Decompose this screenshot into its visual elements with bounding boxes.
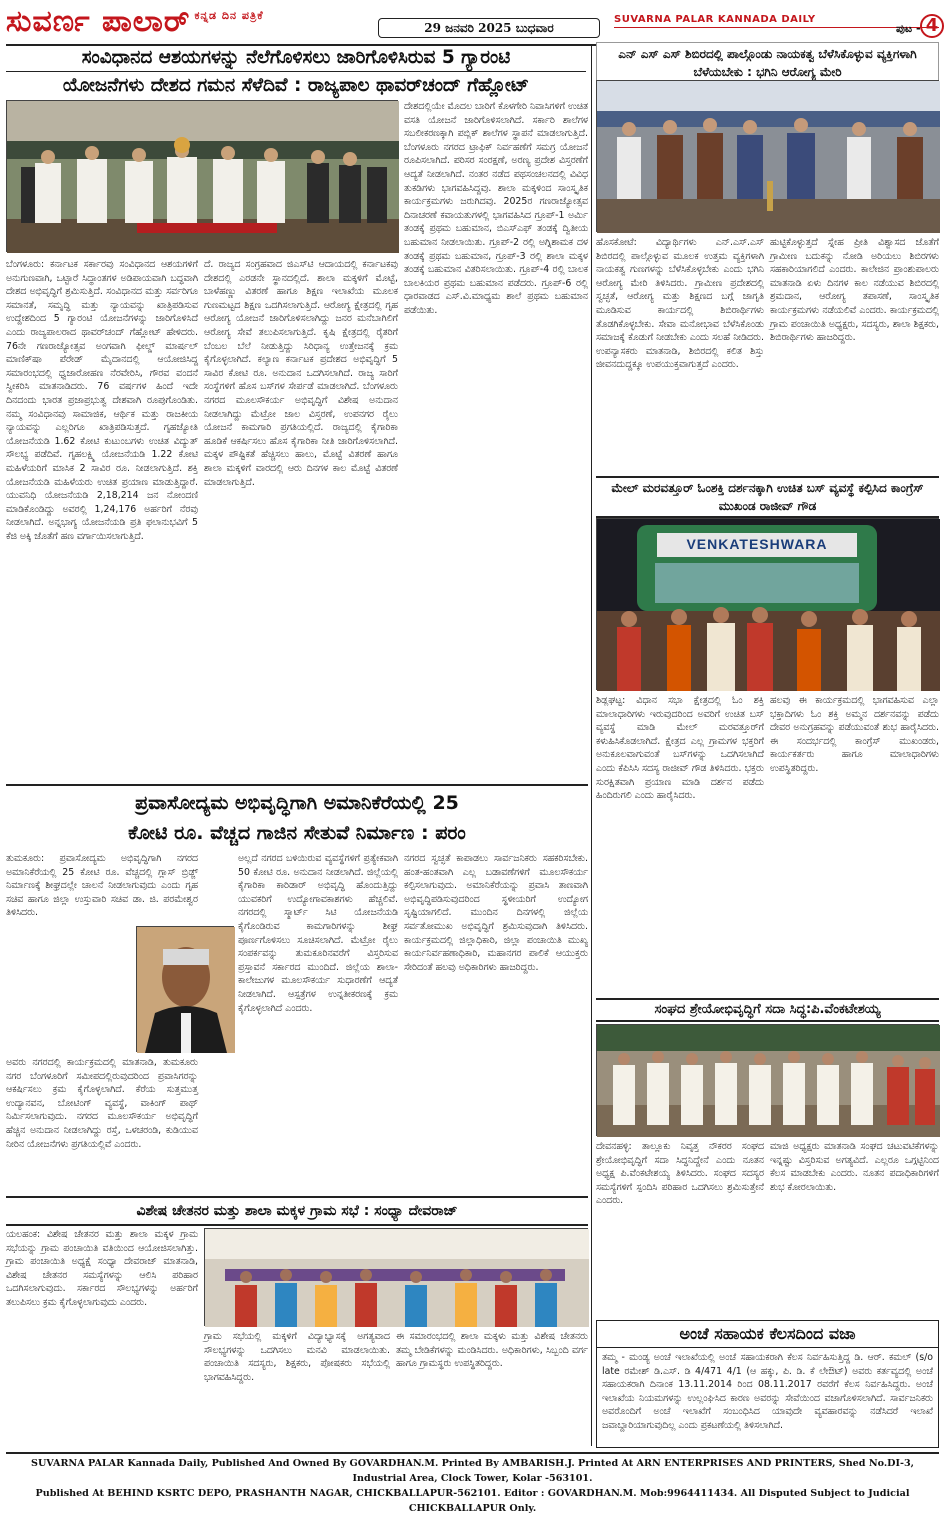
bridge-col-3: ನಗರದ ಸ್ವಚ್ಛತೆ ಕಾಪಾಡಲು ಸಾರ್ವಜನಿಕರು ಸಹಕರಿಸಬೇಕು. ಹಂತ-ಹಂತವಾಗಿ ಎಲ್ಲ ಬಡಾವಣೆಗಳಿಗೆ ಮೂಲಸೌಕರ್ಯ ಕಲ್ಪಿಸಲಾಗುವುದು. ಅಮಾನಿಕೆರೆಯನ್ನು ಪ್ರವಾಸಿ ತಾಣವಾಗಿ ಅಭಿವೃದ್ಧಿಪಡಿಸುವುದರಿಂದ ಸ್ಥಳೀಯರಿಗೆ ಉದ್ಯೋಗ ಸೃಷ್ಟಿಯಾಗಲಿದೆ. ಮುಂದಿನ ದಿನಗಳಲ್ಲಿ ಜಿಲ್ಲೆಯ ಸರ್ವತೋಮುಖ ಅಭಿವೃದ್ಧಿಗೆ ಶ್ರಮಿಸುವುದಾಗಿ ತಿಳಿಸಿದರು. ಕಾರ್ಯಕ್ರಮದಲ್ಲಿ ಜಿಲ್ಲಾಧಿಕಾರಿ, ಜಿಲ್ಲಾ ಪಂಚಾಯಿತಿ ಮುಖ್ಯ ಕಾರ್ಯನಿರ್ವಹಣಾಧಿಕಾರಿ, ಮಹಾನಗರ ಪಾಲಿಕೆ ಆಯುಕ್ತರು ಸೇರಿದಂತೆ ಹಲವು ಅಧಿಕಾರಿಗಳು ಹಾಜರಿದ್ದರು. xyxy=(404,853,588,973)
retirees-photo xyxy=(596,1024,939,1136)
venkateshaiah-col-b: ಮಾಜಿ ಅಧ್ಯಕ್ಷರು ಮಾತನಾಡಿ ಸಂಘದ ಚಟುವಟಿಕೆಗಳನ್ನು ಇನ್ನಷ್ಟು ವಿಸ್ತರಿಸುವ ಅಗತ್ಯವಿದೆ. ಎಲ್ಲರೂ ಒಗ್ಗಟ್ಟಿನಿಂದ ಕೆಲಸ ಮಾಡಬೇಕು ಎಂದರು. ನೂತನ ಪದಾಧಿಕಾರಿಗಳಿಗೆ ಶುಭ ಕೋರಲಾಯಿತು. xyxy=(770,1141,939,1193)
bridge-headline-line-2: ಕೋಟಿ ರೂ. ವೆಚ್ಚದ ಗಾಜಿನ ಸೇತುವೆ ನಿರ್ಮಾಣ : ಪರಂ xyxy=(128,822,466,844)
governor-parade-photo xyxy=(6,100,398,252)
retirees-image xyxy=(597,1025,940,1137)
postal-notice-body: ತಮ್ಮ - ಮಂಡ್ಯ ಅಂಚೆ ಇಲಾಖೆಯಲ್ಲಿ ಅಂಚೆ ಸಹಾಯಕರಾಗಿ ಕೆಲಸ ನಿರ್ವಹಿಸುತ್ತಿದ್ದ ಡಿ. ಆರ್. ಕಮಲ್ (s/o late ರಮೇಶ್ ಡಿ.ಎಸ್. ಡಿ 4/471 4/1 (ಆ ಹಕ್ಕು, ಪಿ. ಡಿ. ಕೆ ಲೇಔಟ್) ಅವರು ಕರ್ತವ್ಯದಲ್ಲಿ ಅಂಚೆ ಸಹಾಯಕರಾಗಿ ದಿನಾಂಕ 13.11.2014 ರಿಂದ 08.11.2017 ರವರೆಗೆ ಕೆಲಸ ನಿರ್ವಹಿಸಿದ್ದರು. ಅಂಚೆ ಇಲಾಖೆಯ ನಿಯಮಗಳನ್ನು ಉಲ್ಲಂಘಿಸಿದ ಕಾರಣ ಅವರನ್ನು ಸೇವೆಯಿಂದ ವಜಾಗೊಳಿಸಲಾಗಿದೆ. ಸಾರ್ವಜನಿಕರು ಅವರೊಂದಿಗೆ ಅಂಚೆ ಇಲಾಖೆಗೆ ಸಂಬಂಧಿಸಿದ ಯಾವುದೇ ವ್ಯವಹಾರವನ್ನು ನಡೆಸಿದರೆ ಇಲಾಖೆ ಜವಾಬ್ದಾರಿಯಾಗುವುದಿಲ್ಲ ಎಂದು ಪ್ರಕಟಣೆಯಲ್ಲಿ ತಿಳಿಸಲಾಗಿದೆ. xyxy=(602,1352,933,1431)
sabha-col-1: ಯಲಹಂಕ: ವಿಶೇಷ ಚೇತನರ ಮತ್ತು ಶಾಲಾ ಮಕ್ಕಳ ಗ್ರಾಮ ಸಭೆಯನ್ನು ಗ್ರಾಮ ಪಂಚಾಯಿತಿ ವತಿಯಿಂದ ಆಯೋಜಿಸಲಾಗಿತ್ತು. ಗ್ರಾಮ ಪಂಚಾಯಿತಿ ಅಧ್ಯಕ್ಷೆ ಸಂಧ್ಯಾ ದೇವರಾಜ್ ಮಾತನಾಡಿ, ವಿಶೇಷ ಚೇತನರ ಸಮಸ್ಯೆಗಳನ್ನು ಆಲಿಸಿ ಪರಿಹಾರ ಒದಗಿಸಲಾಗುವುದು. ಸರ್ಕಾರದ ಸೌಲಭ್ಯಗಳನ್ನು ಅರ್ಹರಿಗೆ ತಲುಪಿಸಲು ಕ್ರಮ ಕೈಗೊಳ್ಳಲಾಗುವುದು ಎಂದರು. xyxy=(6,1229,198,1308)
nss-col-a: ಹೊಸಕೋಟೆ: ವಿದ್ಯಾರ್ಥಿಗಳು ಎನ್.ಎಸ್.ಎಸ್ ಶಿಬಿರದಲ್ಲಿ ಪಾಲ್ಗೊಳ್ಳುವ ಮೂಲಕ ಉತ್ತಮ ವ್ಯಕ್ತಿಗಳಾಗಿ ನಾಯಕತ್ವ ಗುಣಗಳನ್ನು ಬೆಳೆಸಿಕೊಳ್ಳಬೇಕು ಎಂದು ಭಗಿನಿ ಆರೋಗ್ಯ ಮೇರಿ ತಿಳಿಸಿದರು. ಗ್ರಾಮೀಣ ಪ್ರದೇಶದಲ್ಲಿ ಸ್ವಚ್ಛತೆ, ಆರೋಗ್ಯ ಮತ್ತು ಶಿಕ್ಷಣದ ಬಗ್ಗೆ ಜಾಗೃತಿ ಮೂಡಿಸುವ ಕಾರ್ಯದಲ್ಲಿ ಶಿಬಿರಾರ್ಥಿಗಳು ತೊಡಗಿಕೊಳ್ಳಬೇಕು. ಸೇವಾ ಮನೋಭಾವ ಬೆಳೆಸಿಕೊಂಡು ಸಮಾಜಕ್ಕೆ ಕೊಡುಗೆ ನೀಡಬೇಕು ಎಂದು ಸಲಹೆ ನೀಡಿದರು. ಉಪನ್ಯಾಸಕರು ಮಾತನಾಡಿ, ಶಿಬಿರದಲ್ಲಿ ಕಲಿತ ಶಿಸ್ತು ಜೀವನದುದ್ದಕ್ಕೂ ಉಪಯುಕ್ತವಾಗುತ್ತದೆ ಎಂದರು. xyxy=(596,237,764,371)
nss-col-b: ಹುಟ್ಟಿಕೊಳ್ಳುತ್ತದೆ ಸ್ನೇಹ ಪ್ರೀತಿ ವಿಶ್ವಾಸದ ಜೊತೆಗೆ ಗ್ರಾಮೀಣ ಬದುಕನ್ನು ನೋಡಿ ಅರಿಯಲು ಶಿಬಿರಗಳು ಸಹಕಾರಿಯಾಗಲಿದೆ ಎಂದರು. ಕಾಲೇಜಿನ ಪ್ರಾಂಶುಪಾಲರು ಮಾತನಾಡಿ ಏಳು ದಿನಗಳ ಕಾಲ ನಡೆಯುವ ಶಿಬಿರದಲ್ಲಿ ಶ್ರಮದಾನ, ಆರೋಗ್ಯ ತಪಾಸಣೆ, ಸಾಂಸ್ಕೃತಿಕ ಕಾರ್ಯಕ್ರಮಗಳು ನಡೆಯಲಿವೆ ಎಂದರು. ಕಾರ್ಯಕ್ರಮದಲ್ಲಿ ಗ್ರಾಮ ಪಂಚಾಯಿತಿ ಅಧ್ಯಕ್ಷರು, ಸದಸ್ಯರು, ಶಾಲಾ ಶಿಕ್ಷಕರು, ಶಿಬಿರಾರ್ಥಿಗಳು ಹಾಜರಿದ್ದರು. xyxy=(770,237,939,344)
page-number: 4 xyxy=(920,14,944,38)
sabha-col-3: ಈ ಸಮಾರಂಭದಲ್ಲಿ ಶಾಲಾ ಮಕ್ಕಳು ಮತ್ತು ವಿಶೇಷ ಚೇತನರು ತಮ್ಮ ಬೇಡಿಕೆಗಳನ್ನು ಮಂಡಿಸಿದರು. ಅಧಿಕಾರಿಗಳು, ಸಿಬ್ಬಂದಿ ವರ್ಗ ಹಾಗೂ ಗ್ರಾಮಸ್ಥರು ಉಪಸ್ಥಿತರಿದ್ದರು. xyxy=(396,1331,588,1370)
page-label: ಪುಟ - xyxy=(896,22,921,35)
governor-parade-image xyxy=(7,101,399,253)
nss-camp-image xyxy=(597,81,940,233)
column-rule xyxy=(591,44,592,1446)
bridge-headline-line-1: ಪ್ರವಾಸೋದ್ಯಮ ಅಭಿವೃದ್ಧಿಗಾಗಿ ಅಮಾನಿಕೆರೆಯಲ್ಲಿ 25 xyxy=(135,792,459,814)
sabha-image xyxy=(205,1229,589,1327)
sabha-photo xyxy=(204,1228,588,1326)
bus-destination-sign: VENKATESHWARA xyxy=(686,536,828,552)
bridge-col-2: ಅಲ್ಲದೆ ನಗರದ ಬಳಿಯಿರುವ ವ್ಯವಸ್ಥೆಗಳಿಗೆ ಪ್ರತ್ಯೇಕವಾಗಿ 50 ಕೋಟಿ ರೂ. ಅನುದಾನ ನೀಡಲಾಗಿದೆ. ಜಿಲ್ಲೆಯಲ್ಲಿ ಕೈಗಾರಿಕಾ ಕಾರಿಡಾರ್ ಅಭಿವೃದ್ಧಿ ಹೊಂದುತ್ತಿದ್ದು ಯುವಕರಿಗೆ ಉದ್ಯೋಗಾವಕಾಶಗಳು ಹೆಚ್ಚಲಿವೆ. ನಗರದಲ್ಲಿ ಸ್ಮಾರ್ಟ್ ಸಿಟಿ ಯೋಜನೆಯಡಿ ಕೈಗೊಂಡಿರುವ ಕಾಮಗಾರಿಗಳನ್ನು ಶೀಘ್ರ ಪೂರ್ಣಗೊಳಿಸಲು ಸೂಚಿಸಲಾಗಿದೆ. ಮೆಟ್ರೋ ರೈಲು ಸಂಪರ್ಕವನ್ನು ತುಮಕೂರಿನವರೆಗೆ ವಿಸ್ತರಿಸುವ ಪ್ರಸ್ತಾವನೆ ಸರ್ಕಾರದ ಮುಂದಿದೆ. ಜಿಲ್ಲೆಯ ಶಾಲಾ-ಕಾಲೇಜುಗಳ ಮೂಲಸೌಕರ್ಯ ಸುಧಾರಣೆಗೆ ಆದ್ಯತೆ ನೀಡಲಾಗಿದೆ. ಆಸ್ಪತ್ರೆಗಳ ಉನ್ನತೀಕರಣಕ್ಕೆ ಕ್ರಮ ಕೈಗೊಳ್ಳಲಾಗಿದೆ ಎಂದರು. xyxy=(238,853,398,1014)
sabha-col-2: ಗ್ರಾಮ ಸಭೆಯಲ್ಲಿ ಮಕ್ಕಳಿಗೆ ವಿದ್ಯಾಭ್ಯಾಸಕ್ಕೆ ಅಗತ್ಯವಾದ ಸೌಲಭ್ಯಗಳನ್ನು ಒದಗಿಸಲು ಮನವಿ ಮಾಡಲಾಯಿತು. ಪಂಚಾಯಿತಿ ಸದಸ್ಯರು, ಶಿಕ್ಷಕರು, ಪೋಷಕರು ಸಭೆಯಲ್ಲಿ ಭಾಗವಹಿಸಿದ್ದರು. xyxy=(204,1331,390,1383)
nss-headline: ಎನ್ ಎಸ್ ಎಸ್ ಶಿಬಿರದಲ್ಲಿ ಪಾಲ್ಗೊಂಡು ನಾಯಕತ್ವ ಬೆಳೆಸಿಕೊಳ್ಳುವ ವ್ಯಕ್ತಿಗಳಾಗಿ ಬೆಳೆಯಬೇಕು : ಭಗಿನಿ ಆರೋಗ್ಯ ಮೇರಿ xyxy=(596,42,939,84)
venkateshaiah-headline: ಸಂಘದ ಶ್ರೇಯೋಭಿವೃದ್ಧಿಗೆ ಸದಾ ಸಿದ್ಧ:ಪಿ.ವೆಂಕಟೇಶಯ್ಯ xyxy=(596,998,939,1022)
masthead xyxy=(6,4,939,46)
imprint-footer xyxy=(6,1452,939,1514)
bus-col-b: ಹಲವು ಈ ಕಾರ್ಯಕ್ರಮದಲ್ಲಿ ಭಾಗವಹಿಸುವ ಎಲ್ಲಾ ಭಕ್ತಾದಿಗಳು ಓಂ ಶಕ್ತಿ ಅಮ್ಮನ ದರ್ಶನವನ್ನು ಪಡೆದು ದೇವರ ಅನುಗ್ರಹವನ್ನು ಪಡೆಯುವಂತೆ ಶುಭ ಹಾರೈಸಿದರು. ಈ ಸಂದರ್ಭದಲ್ಲಿ ಕಾಂಗ್ರೆಸ್ ಮುಖಂಡರು, ಕಾರ್ಯಕರ್ತರು ಹಾಗೂ ಮಾಲಾಧಾರಿಗಳು ಉಪಸ್ಥಿತರಿದ್ದರು. xyxy=(770,695,939,774)
bus-photo xyxy=(596,518,939,690)
imprint-line-1: SUVARNA PALAR Kannada Daily, Published And Owned By GOVARDHAN.M. Printed By AMBARISH.J. Printed At ARN ENTERPRISES AND PRINTERS, Shed No.DI-3, Industrial Area, Clock Tower, Kolar -563101. xyxy=(31,1458,914,1484)
main-story-col-1: ಬೆಂಗಳೂರು: ಕರ್ನಾಟಕ ಸರ್ಕಾರವು ಸಂವಿಧಾನದ ಆಶಯಗಳಿಗೆ ಅನುಗುಣವಾಗಿ, ಒಟ್ಟಾರೆ ಸಿದ್ಧಾಂತಗಳ ಅಡಿಪಾಯವಾಗಿ ಬದ್ಧವಾಗಿ ದೇಶದ ಅಭಿವೃದ್ಧಿಗೆ ಶ್ರಮಿಸುತ್ತಿದೆ. ಸಂವಿಧಾನದ ಮತ್ತು ಸರ್ವರಿಗೂ ಸಮಾನತೆ, ಸಮೃದ್ಧಿ ಮತ್ತು ನ್ಯಾಯವನ್ನು ಖಾತ್ರಿಪಡಿಸುವ ಉದ್ದೇಶದಿಂದ 5 ಗ್ಯಾರಂಟಿ ಯೋಜನೆಗಳನ್ನು ಜಾರಿಗೊಳಿಸಿದೆ ಎಂದು ರಾಜ್ಯಪಾಲರಾದ ಥಾವರ್‌ಚಂದ್ ಗೆಹ್ಲೋಟ್ ಹೇಳಿದರು. 76ನೇ ಗಣರಾಜ್ಯೋತ್ಸವ ಅಂಗವಾಗಿ ಫೀಲ್ಡ್ ಮಾರ್ಷಲ್ ಮಾಣಿಕ್‌ಷಾ ಪೆರೇಡ್ ಮೈದಾನದಲ್ಲಿ ಆಯೋಜಿಸಿದ್ದ ಸಮಾರಂಭದಲ್ಲಿ ಧ್ವಜಾರೋಹಣ ನೆರವೇರಿಸಿ, ಗೌರವ ವಂದನೆ ಸ್ವೀಕರಿಸಿ ಮಾತನಾಡಿದರು. 76 ವರ್ಷಗಳ ಹಿಂದೆ ಇದೇ ದಿನದಂದು ಭಾರತ ಪ್ರಜಾಪ್ರಭುತ್ವ ದೇಶವಾಗಿ ರೂಪುಗೊಂಡಿತು. ನಮ್ಮ ಸಂವಿಧಾನವು ಸಾಮಾಜಿಕ, ಆರ್ಥಿಕ ಮತ್ತು ರಾಜಕೀಯ ನ್ಯಾಯವನ್ನು ಎಲ್ಲರಿಗೂ ಖಾತ್ರಿಪಡಿಸುತ್ತದೆ. ಗೃಹಜ್ಯೋತಿ ಯೋಜನೆಯಡಿ 1.62 ಕೋಟಿ ಕುಟುಂಬಗಳು ಉಚಿತ ವಿದ್ಯುತ್ ಸೌಲಭ್ಯ ಪಡೆದಿವೆ. ಗೃಹಲಕ್ಷ್ಮಿ ಯೋಜನೆಯಡಿ 1.22 ಕೋಟಿ ಮಹಿಳೆಯರಿಗೆ ಮಾಸಿಕ 2 ಸಾವಿರ ರೂ. ನೀಡಲಾಗುತ್ತಿದೆ. ಶಕ್ತಿ ಯೋಜನೆಯಡಿ ಮಹಿಳೆಯರು ಉಚಿತ ಪ್ರಯಾಣ ಮಾಡುತ್ತಿದ್ದಾರೆ. ಯುವನಿಧಿ ಯೋಜನೆಯಡಿ 2,18,214 ಜನ ನೋಂದಣಿ ಮಾಡಿಕೊಂಡಿದ್ದು ಅವರಲ್ಲಿ 1,24,176 ಅರ್ಹರಿಗೆ ನೆರವು ನೀಡಲಾಗಿದೆ. ಅನ್ನಭಾಗ್ಯ ಯೋಜನೆಯಡಿ ಪ್ರತಿ ಫಲಾನುಭವಿಗೆ 5 ಕೆಜಿ ಅಕ್ಕಿ ಜೊತೆಗೆ ಹಣ ವರ್ಗಾಯಿಸಲಾಗುತ್ತಿದೆ. xyxy=(6,259,198,542)
postal-notice-headline: ಅಂಚೆ ಸಹಾಯಕ ಕೆಲಸದಿಂದ ವಜಾ xyxy=(597,1321,938,1348)
daily-name-en: SUVARNA PALAR KANNADA DAILY xyxy=(614,14,939,28)
brand-name: ಸುವರ್ಣ ಪಾಲಾರ್ xyxy=(6,4,191,39)
story-divider xyxy=(6,784,588,786)
newspaper-brand xyxy=(6,4,264,39)
venkateshaiah-col-a: ದೇವನಹಳ್ಳಿ: ತಾಲ್ಲೂಕು ನಿವೃತ್ತ ನೌಕರರ ಸಂಘದ ಶ್ರೇಯೋಭಿವೃದ್ಧಿಗೆ ಸದಾ ಸಿದ್ಧನಿದ್ದೇನೆ ಎಂದು ನೂತನ ಅಧ್ಯಕ್ಷ ಪಿ.ವೆಂಕಟೇಶಯ್ಯ ತಿಳಿಸಿದರು. ಸಂಘದ ಸದಸ್ಯರ ಸಮಸ್ಯೆಗಳಿಗೆ ಸ್ಪಂದಿಸಿ ಪರಿಹಾರ ಒದಗಿಸಲು ಶ್ರಮಿಸುತ್ತೇನೆ ಎಂದರು. xyxy=(596,1141,764,1207)
main-headline-line-1: ಸಂವಿಧಾನದ ಆಶಯಗಳನ್ನು ನೆಲೆಗೊಳಿಸಲು ಜಾರಿಗೊಳಿಸಿರುವ 5 ಗ್ಯಾರಂಟಿ xyxy=(81,47,511,68)
bridge-col-1-top: ತುಮಕೂರು: ಪ್ರವಾಸೋದ್ಯಮ ಅಭಿವೃದ್ಧಿಗಾಗಿ ನಗರದ ಅಮಾನಿಕೆರೆಯಲ್ಲಿ 25 ಕೋಟಿ ರೂ. ವೆಚ್ಚದಲ್ಲಿ ಗ್ಲಾಸ್ ಬ್ರಿಡ್ಜ್ ನಿರ್ಮಾಣಕ್ಕೆ ಶೀಘ್ರದಲ್ಲೇ ಚಾಲನೆ ನೀಡಲಾಗುವುದು ಎಂದು ಗೃಹ ಸಚಿವ ಹಾಗೂ ಜಿಲ್ಲಾ ಉಸ್ತುವಾರಿ ಸಚಿವ ಡಾ. ಜಿ. ಪರಮೇಶ್ವರ ತಿಳಿಸಿದರು. xyxy=(6,853,198,919)
sabha-headline: ವಿಶೇಷ ಚೇತನರ ಮತ್ತು ಶಾಲಾ ಮಕ್ಕಳ ಗ್ರಾಮ ಸಭೆ : ಸಂಧ್ಯಾ ದೇವರಾಜ್ xyxy=(6,1196,588,1226)
bridge-headline xyxy=(6,788,588,848)
main-story-col-2: ದೆ. ರಾಜ್ಯದ ಸಂಗ್ರಹವಾದ ಜಿಎಸ್‌ಟಿ ಆದಾಯದಲ್ಲಿ ಕರ್ನಾಟಕವು ದೇಶದಲ್ಲಿ ಎರಡನೇ ಸ್ಥಾನದಲ್ಲಿದೆ. ಶಾಲಾ ಮಕ್ಕಳಿಗೆ ಮೊಟ್ಟೆ, ಬಾಳೆಹಣ್ಣು ವಿತರಣೆ ಹಾಗೂ ಶಿಕ್ಷಣ ಇಲಾಖೆಯ ಮೂಲಕ ಗುಣಮಟ್ಟದ ಶಿಕ್ಷಣ ಒದಗಿಸಲಾಗುತ್ತಿದೆ. ಆರೋಗ್ಯ ಕ್ಷೇತ್ರದಲ್ಲಿ ಗೃಹ ಆರೋಗ್ಯ ಯೋಜನೆ ಜಾರಿಗೊಳಿಸಲಾಗಿದ್ದು ಜನರ ಮನೆಬಾಗಿಲಿಗೆ ಆರೋಗ್ಯ ಸೇವೆ ತಲುಪಿಸಲಾಗುತ್ತಿದೆ. ಕೃಷಿ ಕ್ಷೇತ್ರದಲ್ಲಿ ರೈತರಿಗೆ ಬೆಂಬಲ ಬೆಲೆ ನೀಡುತ್ತಿದ್ದು ಸಿರಿಧಾನ್ಯ ಉತ್ತೇಜನಕ್ಕೆ ಕ್ರಮ ಕೈಗೊಳ್ಳಲಾಗಿದೆ. ಕಲ್ಯಾಣ ಕರ್ನಾಟಕ ಪ್ರದೇಶದ ಅಭಿವೃದ್ಧಿಗೆ 5 ಸಾವಿರ ಕೋಟಿ ರೂ. ಅನುದಾನ ಒದಗಿಸಲಾಗಿದೆ. ರಾಜ್ಯ ಸಾರಿಗೆ ಸಂಸ್ಥೆಗಳಿಗೆ ಹೊಸ ಬಸ್‌ಗಳ ಸೇರ್ಪಡೆ ಮಾಡಲಾಗಿದೆ. ಬೆಂಗಳೂರು ನಗರದ ಮೂಲಸೌಕರ್ಯ ಅಭಿವೃದ್ಧಿಗೆ ವಿಶೇಷ ಅನುದಾನ ನೀಡಲಾಗಿದ್ದು ಮೆಟ್ರೋ ಜಾಲ ವಿಸ್ತರಣೆ, ಉಪನಗರ ರೈಲು ಯೋಜನೆ ಕಾಮಗಾರಿ ಪ್ರಗತಿಯಲ್ಲಿದೆ. ರಾಜ್ಯದಲ್ಲಿ ಕೈಗಾರಿಕಾ ಹೂಡಿಕೆ ಆಕರ್ಷಿಸಲು ಹೊಸ ಕೈಗಾರಿಕಾ ನೀತಿ ಜಾರಿಗೊಳಿಸಲಾಗಿದೆ. ಮಕ್ಕಳ ಪೌಷ್ಟಿಕತೆ ಹೆಚ್ಚಿಸಲು ಹಾಲು, ಮೊಟ್ಟೆ ವಿತರಣೆ ಹಾಗೂ ಶಾಲಾ ಮಕ್ಕಳಿಗೆ ವಾರದಲ್ಲಿ ಆರು ದಿನಗಳ ಕಾಲ ಮೊಟ್ಟೆ ವಿತರಣೆ ಮಾಡಲಾಗುತ್ತಿದೆ. xyxy=(204,259,398,488)
imprint-line-2: Published At BEHIND KSRTC DEPO, PRASHANTH NAGAR, CHICKBALLAPUR-562101. Editor : GOVARDHAN.M. Mob:9964411434. All Disputed Subject to Judicial CHICKBALLAPUR Only. xyxy=(35,1488,910,1514)
minister-portrait xyxy=(137,927,235,1053)
bus-headline: ಮೇಲ್ ಮರವತ್ತೂರ್ ಓಂಶಕ್ತಿ ದರ್ಶನಕ್ಕಾಗಿ ಉಚಿತ ಬಸ್ ವ್ಯವಸ್ಥೆ ಕಲ್ಪಿಸಿದ ಕಾಂಗ್ರೆಸ್ ಮುಖಂಡ ರಾಜೀವ್ ಗೌಡ xyxy=(596,476,939,518)
bus-col-a: ಶಿಡ್ಲಘಟ್ಟ: ವಿಧಾನ ಸಭಾ ಕ್ಷೇತ್ರದಲ್ಲಿ ಓಂ ಶಕ್ತಿ ಮಾಲಾಧಾರಿಗಳು ಇರುವುದರಿಂದ ಅವರಿಗೆ ಉಚಿತ ಬಸ್ ವ್ಯವಸ್ಥೆ ಮಾಡಿ ಮೇಲ್ ಮರವತ್ತೂರ್‌ಗೆ ಕಳುಹಿಸಿಕೊಡಲಾಗಿದೆ. ಕ್ಷೇತ್ರದ ಎಲ್ಲ ಗ್ರಾಮಗಳ ಭಕ್ತರಿಗೆ ಅನುಕೂಲವಾಗುವಂತೆ ಬಸ್‌ಗಳನ್ನು ಒದಗಿಸಲಾಗಿದೆ ಎಂದು ಕೆಪಿಸಿಸಿ ಸದಸ್ಯ ರಾಜೀವ್ ಗೌಡ ತಿಳಿಸಿದರು. ಭಕ್ತರು ಸುರಕ್ಷಿತವಾಗಿ ಪ್ರಯಾಣ ಮಾಡಿ ದರ್ಶನ ಪಡೆದು ಹಿಂದಿರುಗಲಿ ಎಂದು ಹಾರೈಸಿದರು. xyxy=(596,695,764,802)
main-headline-line-2: ಯೋಜನೆಗಳು ದೇಶದ ಗಮನ ಸೆಳೆದಿವೆ : ರಾಜ್ಯಪಾಲ ಥಾವರ್‌ಚಂದ್ ಗೆಹ್ಲೋಟ್ xyxy=(6,71,586,99)
nss-camp-photo xyxy=(596,80,939,232)
bridge-col-1-bottom: ಅವರು ನಗರದಲ್ಲಿ ಕಾರ್ಯಕ್ರಮದಲ್ಲಿ ಮಾತನಾಡಿ, ತುಮಕೂರು ನಗರ ಬೆಂಗಳೂರಿಗೆ ಸಮೀಪದಲ್ಲಿರುವುದರಿಂದ ಪ್ರವಾಸಿಗರನ್ನು ಆಕರ್ಷಿಸಲು ಕ್ರಮ ಕೈಗೊಳ್ಳಲಾಗಿದೆ. ಕೆರೆಯ ಸುತ್ತಮುತ್ತ ಉದ್ಯಾನವನ, ಬೋಟಿಂಗ್ ವ್ಯವಸ್ಥೆ, ವಾಕಿಂಗ್ ಪಾಥ್ ನಿರ್ಮಿಸಲಾಗುವುದು. ನಗರದ ಮೂಲಸೌಕರ್ಯ ಅಭಿವೃದ್ಧಿಗೆ ಹೆಚ್ಚಿನ ಅನುದಾನ ನೀಡಲಾಗಿದ್ದು ರಸ್ತೆ, ಒಳಚರಂಡಿ, ಕುಡಿಯುವ ನೀರಿನ ಯೋಜನೆಗಳು ಪ್ರಗತಿಯಲ್ಲಿವೆ ಎಂದರು. xyxy=(6,1057,198,1150)
postal-notice-box xyxy=(596,1320,939,1448)
issue-date: 29 ಜನವರಿ 2025 ಬುಧವಾರ xyxy=(378,18,600,38)
main-story-col-3: ದೇಶದಲ್ಲಿಯೇ ಮೊದಲ ಬಾರಿಗೆ ಕೊಳಗೇರಿ ನಿವಾಸಿಗಳಿಗೆ ಉಚಿತ ವಸತಿ ಯೋಜನೆ ಜಾರಿಗೊಳಿಸಲಾಗಿದೆ. ಸರ್ಕಾರಿ ಶಾಲೆಗಳ ಸಬಲೀಕರಣಕ್ಕಾಗಿ ಪಬ್ಲಿಕ್ ಶಾಲೆಗಳ ಸ್ಥಾಪನೆ ಮಾಡಲಾಗುತ್ತಿದೆ. ಬೆಂಗಳೂರು ನಗರದ ಟ್ರಾಫಿಕ್ ನಿರ್ವಹಣೆಗೆ ಸಮಗ್ರ ಯೋಜನೆ ರೂಪಿಸಲಾಗಿದೆ. ಪರಿಸರ ಸಂರಕ್ಷಣೆ, ಅರಣ್ಯ ಪ್ರದೇಶ ವಿಸ್ತರಣೆಗೆ ಆದ್ಯತೆ ನೀಡಲಾಗಿದೆ. ನಂತರ ನಡೆದ ಪಥಸಂಚಲನದಲ್ಲಿ ವಿವಿಧ ತುಕಡಿಗಳು ಭಾಗವಹಿಸಿದ್ದವು. ಶಾಲಾ ಮಕ್ಕಳಿಂದ ಸಾಂಸ್ಕೃತಿಕ ಕಾರ್ಯಕ್ರಮಗಳು ಜರುಗಿದವು. 2025ರ ಗಣರಾಜ್ಯೋತ್ಸವ ದಿನಾಚರಣೆ ಕವಾಯತುಗಳಲ್ಲಿ ಭಾಗವಹಿಸಿದ ಗ್ರೂಪ್-1 ಅರ್ಮಿ ತಂಡಕ್ಕೆ ಪ್ರಥಮ ಬಹುಮಾನ, ಬಿಎಸ್‌ಎಫ್ ತಂಡಕ್ಕೆ ದ್ವಿತೀಯ ಬಹುಮಾನ ನೀಡಲಾಯಿತು. ಗ್ರೂಪ್-2 ರಲ್ಲಿ ಅಗ್ನಿಶಾಮಕ ದಳ ತಂಡಕ್ಕೆ ಪ್ರಥಮ ಬಹುಮಾನ, ಗ್ರೂಪ್-3 ರಲ್ಲಿ ಶಾಲಾ ಮಕ್ಕಳ ತಂಡಕ್ಕೆ ಬಹುಮಾನ ವಿತರಿಸಲಾಯಿತು. ಗ್ರೂಪ್-4 ರಲ್ಲಿ ಬಾಲಕ ಬಾಲಕಿಯರ ಪ್ರಥಮ ಬಹುಮಾನ ಪಡೆದರು. ಗ್ರೂಪ್-6 ರಲ್ಲಿ ಧಾರವಾಡದ ಎಸ್.ವಿ.ಮಾಧ್ಯಮ ಶಾಲೆ ಪ್ರಥಮ ಬಹುಮಾನ ಪಡೆಯಿತು. xyxy=(404,101,588,316)
main-headline xyxy=(6,44,586,99)
minister-photo xyxy=(136,926,234,1052)
brand-tagline: ಕನ್ನಡ ದಿನ ಪತ್ರಿಕೆ xyxy=(194,9,264,22)
